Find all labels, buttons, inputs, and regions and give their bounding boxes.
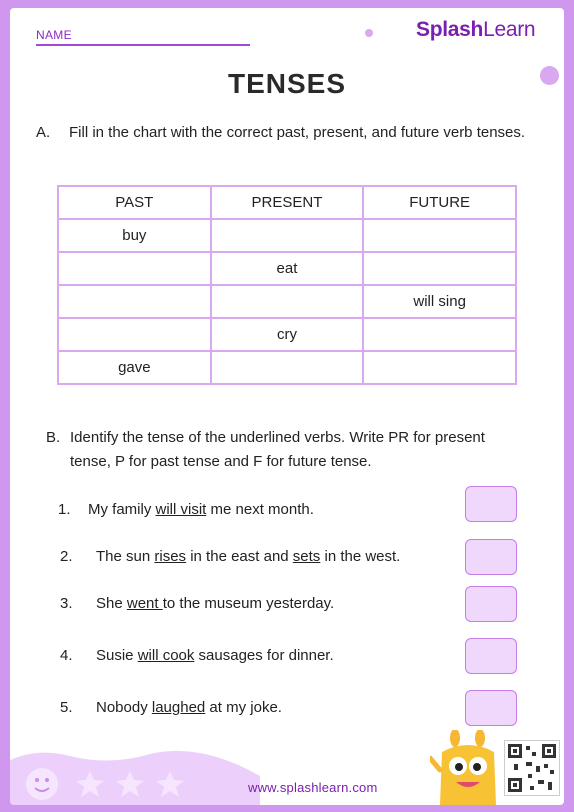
qr-code-icon[interactable] — [504, 740, 560, 796]
question-number: 5. — [60, 699, 73, 716]
question-text: at my joke. — [205, 699, 282, 716]
table-row — [58, 219, 516, 252]
mascot-icon — [430, 730, 510, 805]
section-b-instruction: Identify the tense of the underlined verbs. Write PR for present tense, P for past tense and F for future tense. — [70, 429, 485, 470]
question-number: 2. — [60, 548, 73, 565]
brand-logo — [416, 18, 535, 42]
table-cell[interactable] — [211, 219, 364, 252]
smiley-icon — [26, 768, 58, 800]
table-cell[interactable]: buy — [58, 219, 211, 252]
question-number: 3. — [60, 595, 73, 612]
question-text: The sun — [96, 548, 155, 565]
table-row — [58, 252, 516, 285]
table-cell[interactable]: gave — [58, 351, 211, 384]
question-text: My family — [88, 501, 156, 518]
question-text: me next month. — [206, 501, 314, 518]
question-2 — [60, 545, 400, 569]
tense-chart — [57, 185, 517, 385]
answer-box-1[interactable] — [465, 486, 517, 522]
column-header-future: FUTURE — [363, 186, 516, 219]
question-4 — [60, 644, 334, 668]
table-cell[interactable]: will sing — [363, 285, 516, 318]
table-row — [58, 318, 516, 351]
question-text: in the east and — [186, 548, 293, 565]
table-cell[interactable] — [363, 219, 516, 252]
footer-decoration — [10, 746, 260, 805]
question-text: in the west. — [320, 548, 401, 565]
underlined-verb: sets — [292, 548, 321, 565]
underlined-verb: will cook — [137, 647, 195, 664]
question-text: Susie — [96, 647, 138, 664]
table-cell[interactable] — [211, 351, 364, 384]
brand-bold: Splash — [416, 18, 484, 41]
page-title: TENSES — [227, 68, 347, 99]
question-3 — [60, 592, 334, 616]
table-cell[interactable] — [363, 318, 516, 351]
underlined-verb: will visit — [155, 501, 207, 518]
table-cell[interactable] — [363, 252, 516, 285]
table-cell[interactable] — [58, 252, 211, 285]
question-text: Nobody — [96, 699, 152, 716]
footer-url[interactable]: www.splashlearn.com — [248, 780, 378, 795]
table-cell[interactable] — [211, 285, 364, 318]
answer-box-5[interactable] — [465, 690, 517, 726]
section-a-label: A. — [36, 124, 51, 141]
question-5 — [60, 696, 282, 720]
answer-box-2[interactable] — [465, 539, 517, 575]
column-header-present: PRESENT — [211, 186, 364, 219]
underlined-verb: laughed — [151, 699, 206, 716]
question-text: to the museum yesterday. — [162, 595, 335, 612]
question-number: 4. — [60, 647, 73, 664]
table-cell[interactable]: eat — [211, 252, 364, 285]
name-label: NAME — [36, 28, 72, 42]
answer-box-4[interactable] — [465, 638, 517, 674]
brand-light: Learn — [483, 18, 536, 41]
question-1 — [58, 498, 314, 522]
table-cell[interactable] — [58, 285, 211, 318]
name-line[interactable] — [36, 44, 250, 46]
underlined-verb: went — [126, 595, 163, 612]
decorative-dot — [365, 29, 373, 37]
underlined-verb: rises — [154, 548, 187, 565]
table-cell[interactable]: cry — [211, 318, 364, 351]
worksheet — [10, 8, 564, 805]
section-a-instruction: Fill in the chart with the correct past, present, and future verb tenses. — [69, 124, 526, 141]
table-row — [58, 285, 516, 318]
question-text: She — [96, 595, 127, 612]
section-b-label: B. — [46, 429, 61, 446]
question-text: sausages for dinner. — [194, 647, 334, 664]
table-cell[interactable] — [58, 318, 211, 351]
question-number: 1. — [58, 501, 71, 518]
column-header-past: PAST — [58, 186, 211, 219]
table-cell[interactable] — [363, 351, 516, 384]
table-row — [58, 351, 516, 384]
answer-box-3[interactable] — [465, 586, 517, 622]
